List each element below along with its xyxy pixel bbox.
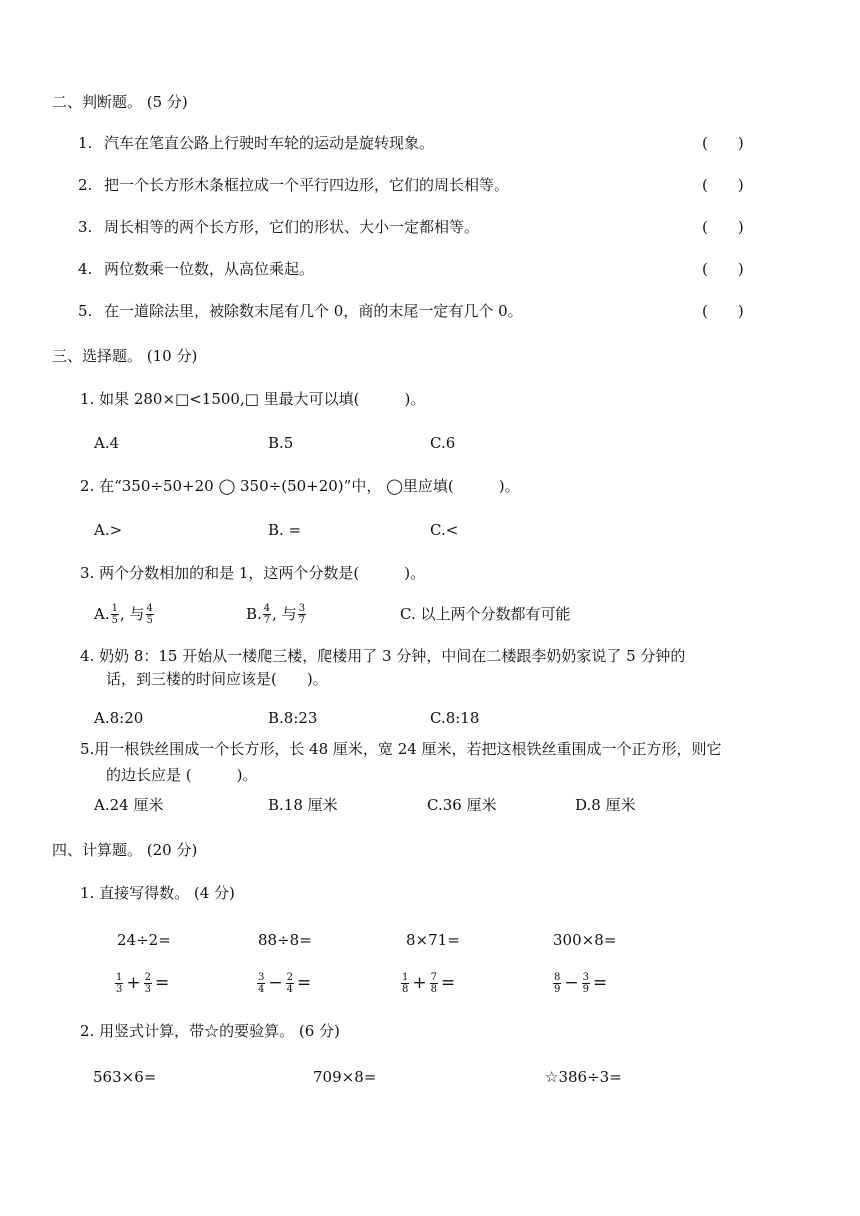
fraction-numerator: 2 xyxy=(286,971,293,983)
choice-q5-line1: 5.用一根铁丝围成一个长方形，长 48 厘米，宽 24 厘米，若把这根铁丝重围成一个正方形，则它 xyxy=(80,740,722,758)
choice-q1-option-a[interactable]: A.4 xyxy=(94,434,120,452)
operator: + xyxy=(412,973,427,993)
choice-q2-option-c[interactable]: C.< xyxy=(430,521,459,539)
fraction xyxy=(146,603,154,626)
choice-q3-option-a[interactable] xyxy=(94,600,155,628)
calc-sub2-title: 2. 用竖式计算，带☆的要验算。 (6 分) xyxy=(80,1022,340,1040)
section4-heading: 四、计算题。 (20 分) xyxy=(52,841,198,859)
judge-item-3-text: 周长相等的两个长方形，它们的形状、大小一定都相等。 xyxy=(104,218,480,236)
fraction-numerator: 3 xyxy=(258,971,265,983)
fraction-numerator: 3 xyxy=(298,602,306,614)
fraction-numerator: 1 xyxy=(402,971,409,983)
judge-item-4-answer-blank[interactable]: ( ) xyxy=(702,260,744,278)
fraction-denominator: 8 xyxy=(402,983,409,995)
fraction-denominator: 3 xyxy=(144,983,151,995)
fraction-numerator: 4 xyxy=(263,602,271,614)
option-b-connector: , 与 xyxy=(272,605,297,623)
choice-q5-option-c[interactable]: C.36 厘米 xyxy=(427,796,497,814)
oral-calc-fraction-2 xyxy=(256,968,313,998)
fraction-denominator: 8 xyxy=(430,983,437,995)
option-a-connector: , 与 xyxy=(119,605,145,623)
fraction-numerator: 1 xyxy=(116,971,123,983)
fraction xyxy=(298,603,306,626)
judge-item-2-number: 2. xyxy=(78,176,93,194)
equals-sign: = xyxy=(155,973,170,993)
option-a-label: A. xyxy=(94,605,110,623)
fraction-denominator: 9 xyxy=(554,983,561,995)
choice-q5-option-a[interactable]: A.24 厘米 xyxy=(94,796,164,814)
choice-q2-option-a[interactable]: A.> xyxy=(94,521,123,539)
fraction-numerator: 7 xyxy=(430,971,437,983)
fraction-denominator: 7 xyxy=(263,614,271,626)
vertical-calc-3: ☆386÷3= xyxy=(545,1068,622,1086)
judge-item-3-answer-blank[interactable]: ( ) xyxy=(702,218,744,236)
choice-q5-option-d[interactable]: D.8 厘米 xyxy=(575,796,636,814)
choice-q3-option-c[interactable]: C. 以上两个分数都有可能 xyxy=(400,605,571,623)
choice-q4-option-b[interactable]: B.8:23 xyxy=(268,709,318,727)
section2-heading: 二、判断题。 (5 分) xyxy=(52,93,188,111)
judge-item-1-answer-blank[interactable]: ( ) xyxy=(702,134,744,152)
fraction xyxy=(286,972,294,995)
choice-q5-option-b[interactable]: B.18 厘米 xyxy=(268,796,338,814)
oral-calc-3: 8×71= xyxy=(406,931,460,949)
choice-q5-line2: 的边长应是 ( )。 xyxy=(106,766,258,784)
choice-q2-option-b[interactable]: B. = xyxy=(268,521,302,539)
choice-q1-option-c[interactable]: C.6 xyxy=(430,434,456,452)
judge-item-4-text: 两位数乘一位数，从高位乘起。 xyxy=(104,260,315,278)
choice-q1-text: 1. 如果 280×□<1500,□ 里最大可以填( )。 xyxy=(80,390,426,408)
equals-sign: = xyxy=(297,973,312,993)
fraction-denominator: 9 xyxy=(582,983,589,995)
oral-calc-4: 300×8= xyxy=(553,931,617,949)
operator: + xyxy=(126,973,141,993)
fraction xyxy=(263,603,271,626)
fraction xyxy=(144,972,152,995)
choice-q2-text: 2. 在“350÷50+20 ◯ 350÷(50+20)”中， ◯里应填( )。 xyxy=(80,477,520,495)
fraction xyxy=(582,972,590,995)
fraction xyxy=(430,972,438,995)
oral-calc-1: 24÷2= xyxy=(117,931,171,949)
judge-item-1-number: 1. xyxy=(78,134,93,152)
fraction-numerator: 4 xyxy=(146,602,153,614)
judge-item-5-answer-blank[interactable]: ( ) xyxy=(702,302,744,320)
fraction xyxy=(257,972,265,995)
section3-heading: 三、选择题。 (10 分) xyxy=(52,347,198,365)
judge-item-5-number: 5. xyxy=(78,302,93,320)
judge-item-1-text: 汽车在笔直公路上行驶时车轮的运动是旋转现象。 xyxy=(104,134,435,152)
fraction xyxy=(111,603,119,626)
oral-calc-fraction-3 xyxy=(400,968,457,998)
equals-sign: = xyxy=(441,973,456,993)
vertical-calc-2: 709×8= xyxy=(313,1068,377,1086)
oral-calc-2: 88÷8= xyxy=(258,931,312,949)
judge-item-3-number: 3. xyxy=(78,218,93,236)
judge-item-2-answer-blank[interactable]: ( ) xyxy=(702,176,744,194)
choice-q4-line1: 4. 奶奶 8：15 开始从一楼爬三楼，爬楼用了 3 分钟，中间在二楼跟李奶奶家说了 5 分钟的 xyxy=(80,647,686,665)
choice-q3-option-b[interactable] xyxy=(246,600,307,628)
fraction xyxy=(553,972,561,995)
option-b-label: B. xyxy=(246,605,262,623)
fraction-numerator: 2 xyxy=(144,971,151,983)
fraction-denominator: 3 xyxy=(116,983,123,995)
operator: − xyxy=(564,973,579,993)
choice-q4-option-a[interactable]: A.8:20 xyxy=(94,709,144,727)
judge-item-4-number: 4. xyxy=(78,260,93,278)
fraction-denominator: 4 xyxy=(258,983,265,995)
fraction xyxy=(401,972,409,995)
fraction-denominator: 5 xyxy=(111,614,118,626)
fraction-numerator: 3 xyxy=(582,971,589,983)
operator: − xyxy=(268,973,283,993)
fraction-denominator: 4 xyxy=(286,983,293,995)
equals-sign: = xyxy=(593,973,608,993)
fraction-denominator: 5 xyxy=(146,614,153,626)
choice-q4-option-c[interactable]: C.8:18 xyxy=(430,709,480,727)
judge-item-5-text: 在一道除法里，被除数末尾有几个 0，商的末尾一定有几个 0。 xyxy=(104,302,523,320)
choice-q1-option-b[interactable]: B.5 xyxy=(268,434,294,452)
fraction-denominator: 7 xyxy=(298,614,306,626)
oral-calc-fraction-1 xyxy=(114,968,171,998)
vertical-calc-1: 563×6= xyxy=(93,1068,157,1086)
choice-q4-line2: 话，到三楼的时间应该是( )。 xyxy=(106,670,328,688)
fraction-numerator: 1 xyxy=(111,602,118,614)
choice-q3-text: 3. 两个分数相加的和是 1，这两个分数是( )。 xyxy=(80,564,426,582)
judge-item-2-text: 把一个长方形木条框拉成一个平行四边形，它们的周长相等。 xyxy=(104,176,510,194)
calc-sub1-title: 1. 直接写得数。 (4 分) xyxy=(80,884,235,902)
oral-calc-fraction-4 xyxy=(552,968,609,998)
fraction-numerator: 8 xyxy=(554,971,561,983)
fraction xyxy=(115,972,123,995)
